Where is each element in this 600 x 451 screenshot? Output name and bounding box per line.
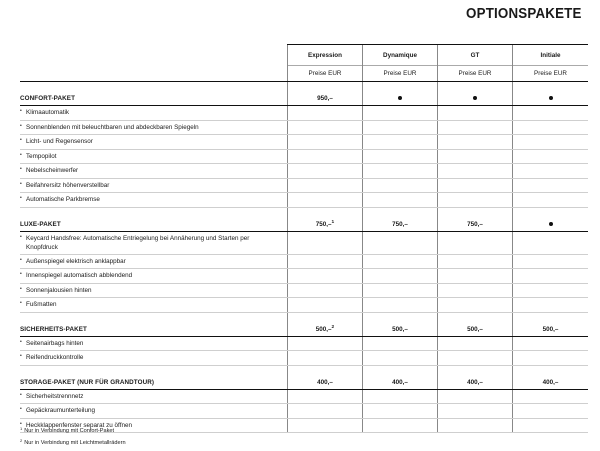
included-dot-icon xyxy=(473,96,477,100)
package-name: CONFORT-PAKET xyxy=(20,92,288,106)
package-price-cell xyxy=(363,323,438,337)
package-item xyxy=(20,149,288,164)
package-item-label: Innenspiegel automatisch abblendend xyxy=(26,272,133,280)
bullet-icon: • xyxy=(20,151,22,158)
price-header-row xyxy=(20,66,588,82)
package-item-label: Sicherheitstrennnetz xyxy=(26,392,84,400)
package-price: 750,– xyxy=(467,220,483,228)
list-item xyxy=(20,351,588,366)
bullet-icon: • xyxy=(20,338,22,345)
package-item xyxy=(20,193,288,208)
column-expression: Expression xyxy=(288,45,363,66)
package-item-label: Beifahrersitz höhenverstellbar xyxy=(26,181,110,189)
package-price: 500,– xyxy=(467,325,483,333)
package-item xyxy=(20,336,288,351)
page-title: OPTIONSPAKETE xyxy=(466,6,582,22)
bullet-icon: • xyxy=(20,166,22,173)
column-header-row xyxy=(20,45,588,66)
package-name: STORAGE-PAKET (NUR FÜR GRANDTOUR) xyxy=(20,376,288,390)
package-price-cell xyxy=(513,218,589,232)
package-item-label: Keycard Handsfree: Automatische Entriegelung bei Annäherung und Starten per Knopfdruck xyxy=(26,234,250,251)
bullet-icon: • xyxy=(20,420,22,427)
spacer-row xyxy=(20,312,588,323)
included-dot-icon xyxy=(549,96,553,100)
package-price: 400,– xyxy=(392,378,408,386)
footnote-1: $^1$ Nur in Verbindung mit Confort-Paket xyxy=(20,426,115,434)
bullet-icon: • xyxy=(20,406,22,413)
list-item xyxy=(20,164,588,179)
package-price-cell xyxy=(513,376,589,390)
price-header: Preise EUR xyxy=(438,66,513,82)
package-item-label: Seitenairbags hinten xyxy=(26,339,84,347)
bullet-icon: • xyxy=(20,300,22,307)
footnote-mark: 1 xyxy=(331,220,335,225)
price-header: Preise EUR xyxy=(288,66,363,82)
bullet-icon: • xyxy=(20,195,22,202)
package-item-label: Reifendruckkontrolle xyxy=(26,354,84,362)
package-price-cell xyxy=(288,218,363,232)
package-price-cell xyxy=(438,218,513,232)
list-item xyxy=(20,298,588,313)
package-row xyxy=(20,218,588,232)
list-item xyxy=(20,283,588,298)
package-price: 950,– xyxy=(317,95,333,102)
package-item-label: Heckklappenfenster separat zu öffnen xyxy=(26,421,132,429)
package-item xyxy=(20,106,288,121)
options-table xyxy=(20,44,584,433)
package-name: LUXE-PAKET xyxy=(20,218,288,232)
package-row xyxy=(20,323,588,337)
list-item xyxy=(20,178,588,193)
column-gt: GT xyxy=(438,45,513,66)
footnote-mark: 2 xyxy=(331,325,335,330)
footnote-2: $^2$ Nur in Verbindung mit Leichtmetallrädern xyxy=(20,438,126,446)
package-price: 750,– xyxy=(315,221,332,228)
package-item-label: Tempopilot xyxy=(26,152,57,160)
package-price: 500,– xyxy=(392,325,408,333)
package-item xyxy=(20,283,288,298)
bullet-icon: • xyxy=(20,108,22,115)
package-item xyxy=(20,351,288,366)
package-item xyxy=(20,404,288,419)
spacer-row xyxy=(20,82,588,93)
list-item xyxy=(20,193,588,208)
package-item xyxy=(20,164,288,179)
list-item xyxy=(20,269,588,284)
package-item-label: Sonnenblenden mit beleuchtbaren und abdeckbaren Spiegeln xyxy=(26,123,199,131)
package-item-label: Nebelscheinwerfer xyxy=(26,167,79,175)
price-header: Preise EUR xyxy=(513,66,589,82)
package-price-cell xyxy=(513,92,589,106)
package-price-cell xyxy=(363,218,438,232)
package-price-cell xyxy=(438,92,513,106)
package-item-label: Klimaautomatik xyxy=(26,109,70,117)
package-price-cell xyxy=(363,92,438,106)
bullet-icon: • xyxy=(20,285,22,292)
list-item xyxy=(20,336,588,351)
bullet-icon: • xyxy=(20,180,22,187)
included-dot-icon xyxy=(549,222,553,226)
footnotes xyxy=(20,424,126,448)
bullet-icon: • xyxy=(20,353,22,360)
package-price: 400,– xyxy=(542,378,559,386)
list-item xyxy=(20,106,588,121)
list-item xyxy=(20,404,588,419)
package-item xyxy=(20,135,288,150)
included-dot-icon xyxy=(398,96,402,100)
package-price: 500,– xyxy=(542,325,559,333)
package-price-cell xyxy=(363,376,438,390)
column-initiale: Initiale xyxy=(513,45,589,66)
package-price: 400,– xyxy=(317,378,333,386)
package-item xyxy=(20,178,288,193)
package-price-cell xyxy=(438,323,513,337)
package-price-cell xyxy=(288,376,363,390)
package-price: 750,– xyxy=(392,220,408,228)
spacer-row xyxy=(20,365,588,376)
bullet-icon: • xyxy=(20,391,22,398)
list-item xyxy=(20,389,588,404)
package-item xyxy=(20,389,288,404)
bullet-icon: • xyxy=(20,233,22,240)
package-price-cell xyxy=(288,92,363,106)
package-item-label: Sonnenjalousien hinten xyxy=(26,286,92,294)
package-item-label: Licht- und Regensensor xyxy=(26,138,93,146)
package-price-cell xyxy=(288,323,363,337)
bullet-icon: • xyxy=(20,122,22,129)
list-item xyxy=(20,120,588,135)
list-item xyxy=(20,231,588,254)
package-item xyxy=(20,120,288,135)
package-row xyxy=(20,376,588,390)
list-item xyxy=(20,254,588,269)
package-item xyxy=(20,254,288,269)
package-name: SICHERHEITS-PAKET xyxy=(20,323,288,337)
spacer-row xyxy=(20,207,588,218)
bullet-icon: • xyxy=(20,271,22,278)
package-price: 500,– xyxy=(315,326,332,333)
package-item-label: Außenspiegel elektrisch anklappbar xyxy=(26,257,126,265)
bullet-icon: • xyxy=(20,256,22,263)
package-price: 400,– xyxy=(467,378,483,386)
package-item xyxy=(20,269,288,284)
package-item xyxy=(20,298,288,313)
package-item-label: Automatische Parkbremse xyxy=(26,196,100,204)
package-price-cell xyxy=(513,323,589,337)
price-header: Preise EUR xyxy=(363,66,438,82)
column-dynamique: Dynamique xyxy=(363,45,438,66)
list-item xyxy=(20,149,588,164)
package-item xyxy=(20,231,288,254)
package-price-cell xyxy=(438,376,513,390)
bullet-icon: • xyxy=(20,137,22,144)
list-item xyxy=(20,135,588,150)
package-row xyxy=(20,92,588,106)
package-item-label: Fußmatten xyxy=(26,301,57,309)
package-item-label: Gepäckraumunterteilung xyxy=(26,407,95,415)
